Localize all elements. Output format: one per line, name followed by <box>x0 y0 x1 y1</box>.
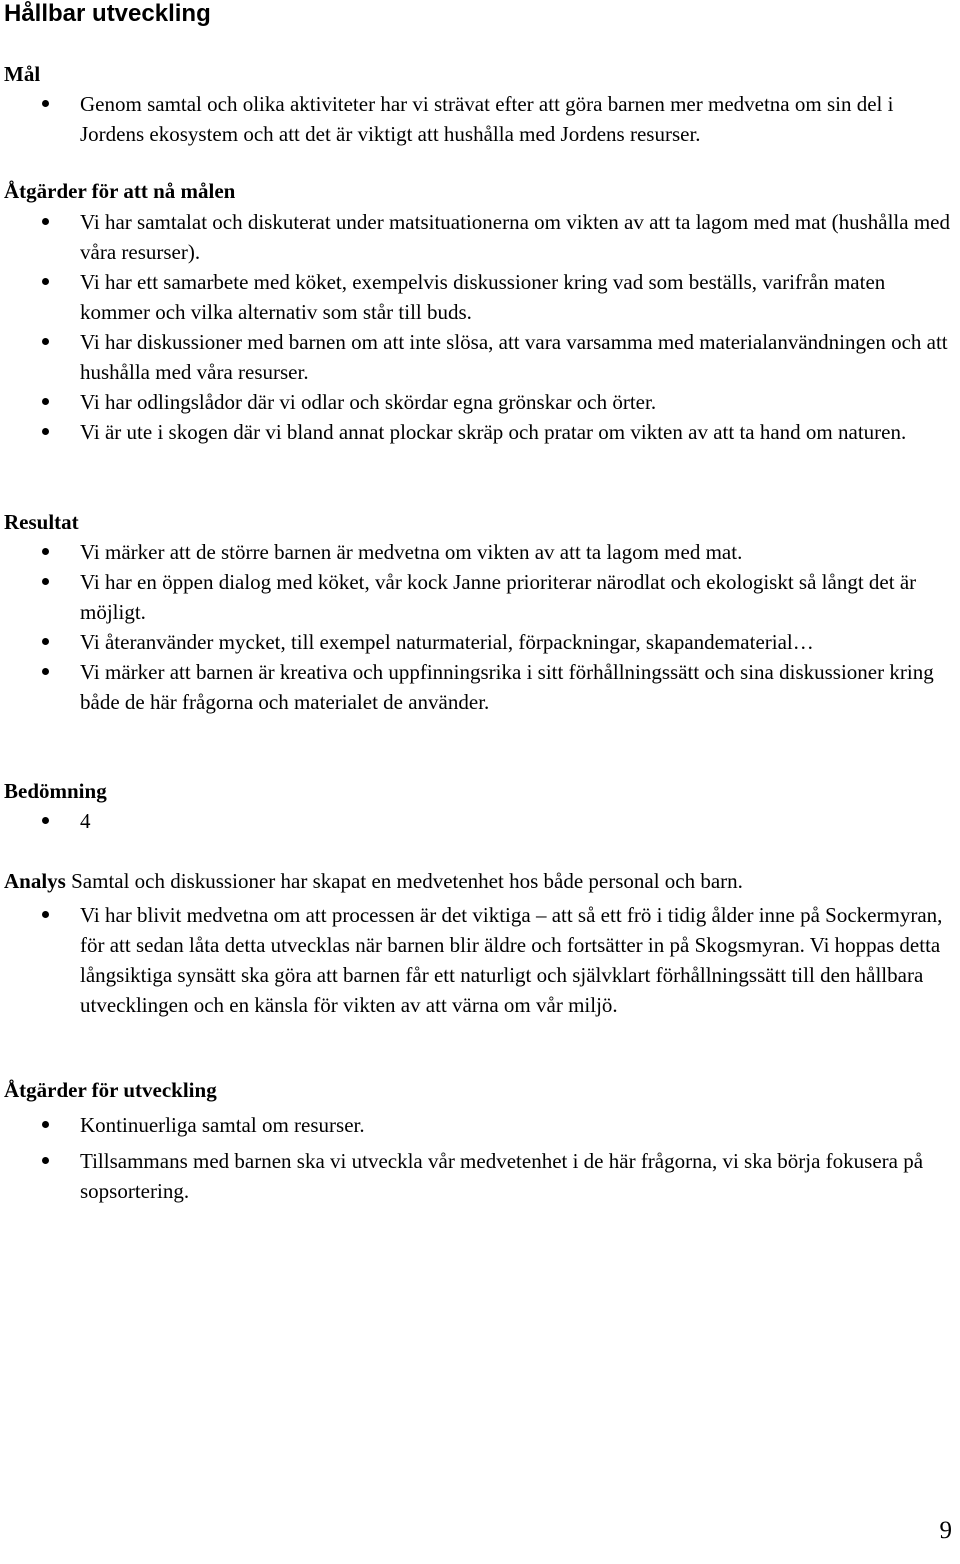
list-item <box>0 89 960 149</box>
list-item-text: Vi har odlingslådor där vi odlar och skördar egna grönskar och örter. <box>80 390 657 414</box>
list-item-text: Vi märker att de större barnen är medvetna om vikten av att ta lagom med mat. <box>80 540 743 564</box>
list-item <box>0 1146 960 1206</box>
list-atgarder-mal <box>0 207 960 447</box>
list-item <box>0 387 960 417</box>
bullet-icon <box>42 1157 49 1164</box>
analys-heading: Analys <box>4 869 66 893</box>
heading-atgarder-utveckling: Åtgärder för utveckling <box>4 1078 217 1102</box>
list-item-text: Vi är ute i skogen där vi bland annat plockar skräp och pratar om vikten av att ta hand om naturen. <box>80 420 907 444</box>
list-item-text: Kontinuerliga samtal om resurser. <box>80 1113 365 1137</box>
list-item <box>0 417 960 447</box>
page-title: Hållbar utveckling <box>4 0 211 27</box>
bullet-icon <box>42 278 49 285</box>
list-item-text: Vi har blivit medvetna om att processen är det viktiga – att så ett frö i tidig ålder inne på Sockermyran, för att sedan låta detta utvecklas när barnen blir äldre och fortsätter in på Skogsmyran. Vi hoppas detta långsiktiga synsätt ska göra att barnen får ett naturligt och självklart förhållningssätt till den hållbara utvecklingen och en känsla för vikten av att värna om vår miljö. <box>80 903 943 1017</box>
list-item-text: Vi återanvänder mycket, till exempel naturmaterial, förpackningar, skapandematerial… <box>80 630 814 654</box>
bullet-icon <box>42 548 49 555</box>
list-item <box>0 537 960 567</box>
heading-resultat: Resultat <box>4 510 79 534</box>
bullet-icon <box>42 218 49 225</box>
list-mal <box>0 89 960 149</box>
bullet-icon <box>42 100 49 107</box>
list-item <box>0 207 960 267</box>
bullet-icon <box>42 668 49 675</box>
analys-paragraph <box>4 866 743 896</box>
heading-bedomning: Bedömning <box>4 779 107 803</box>
list-atgarder-utveckling <box>0 1110 960 1206</box>
list-item-text: Vi har en öppen dialog med köket, vår kock Janne prioriterar närodlat och ekologiskt så långt det är möjligt. <box>80 570 917 624</box>
list-item-text: Vi märker att barnen är kreativa och uppfinningsrika i sitt förhållningssätt och sina diskussioner kring både de här frågorna och materialet de använder. <box>80 660 934 714</box>
list-item-text: Vi har samtalat och diskuterat under matsituationerna om vikten av att ta lagom med mat (hushålla med våra resurser). <box>80 210 950 264</box>
bullet-icon <box>42 428 49 435</box>
bullet-icon <box>42 911 49 918</box>
heading-mal: Mål <box>4 62 41 86</box>
list-item-text: Vi har diskussioner med barnen om att inte slösa, att vara varsamma med materialanvändningen och att hushålla med våra resurser. <box>80 330 948 384</box>
list-item <box>0 806 960 836</box>
list-item <box>0 567 960 627</box>
page-number: 9 <box>939 1517 952 1544</box>
list-item-text: Tillsammans med barnen ska vi utveckla vår medvetenhet i de här frågorna, vi ska börja fokusera på sopsortering. <box>80 1149 924 1203</box>
list-item <box>0 657 960 717</box>
list-item <box>0 900 960 1020</box>
list-item-text: 4 <box>80 809 91 833</box>
analys-text: Samtal och diskussioner har skapat en medvetenhet hos både personal och barn. <box>65 869 743 893</box>
bullet-icon <box>42 638 49 645</box>
list-item-text: Vi har ett samarbete med köket, exempelvis diskussioner kring vad som beställs, varifrån maten kommer och vilka alternativ som står till buds. <box>80 270 886 324</box>
bullet-icon <box>42 817 49 824</box>
bullet-icon <box>42 338 49 345</box>
bullet-icon <box>42 578 49 585</box>
list-analys <box>0 900 960 1020</box>
list-item-text: Genom samtal och olika aktiviteter har vi strävat efter att göra barnen mer medvetna om sin del i Jordens ekosystem och att det är viktigt att hushålla med Jordens resurser. <box>80 92 894 146</box>
list-bedomning <box>0 806 960 836</box>
bullet-icon <box>42 1121 49 1128</box>
list-item <box>0 267 960 327</box>
list-item <box>0 1110 960 1140</box>
heading-atgarder-mal: Åtgärder för att nå målen <box>4 179 236 203</box>
list-resultat <box>0 537 960 717</box>
list-item <box>0 327 960 387</box>
list-item <box>0 627 960 657</box>
bullet-icon <box>42 398 49 405</box>
